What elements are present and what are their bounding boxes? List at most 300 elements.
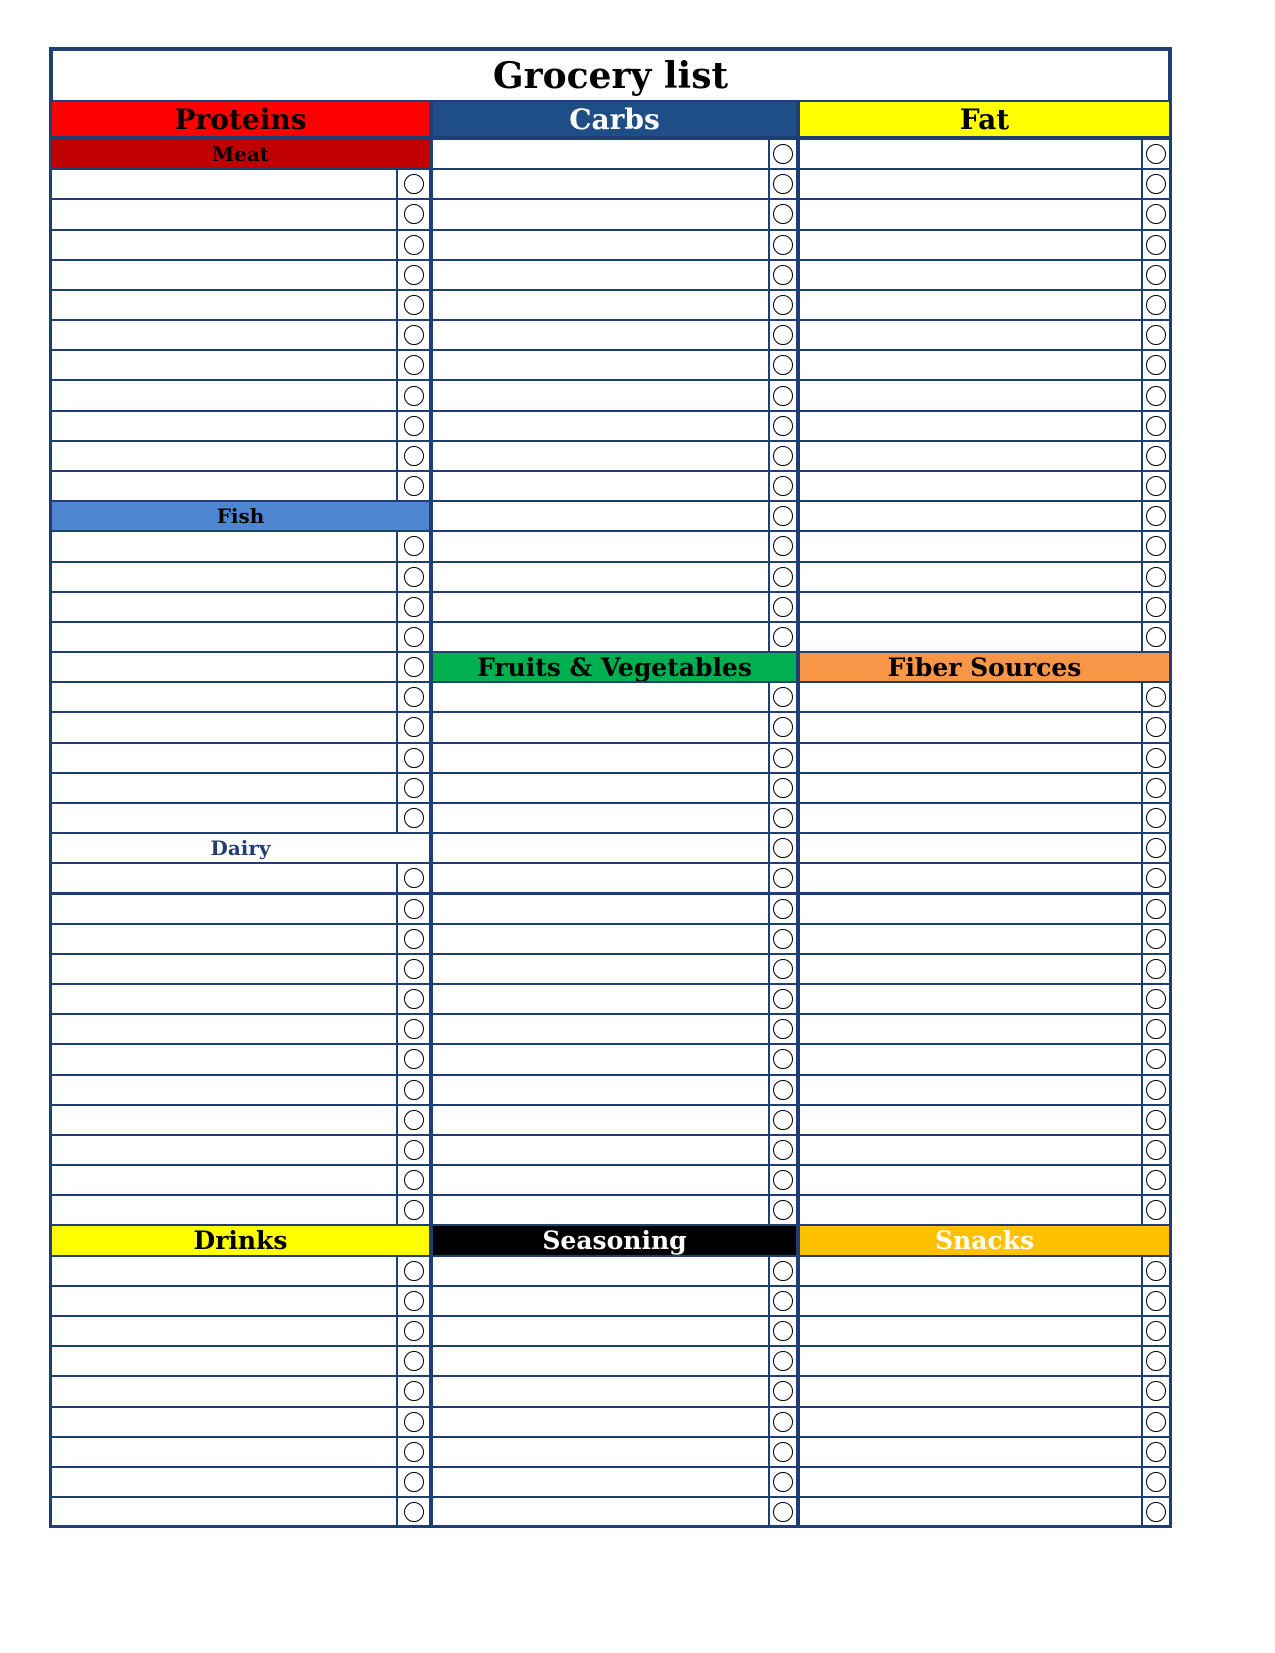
circle-icon <box>1146 536 1166 556</box>
circle-icon <box>404 416 424 436</box>
dairy-item-field[interactable] <box>50 923 398 955</box>
fruits-vegetables-checkbox[interactable] <box>768 953 798 985</box>
snacks-checkbox[interactable] <box>1141 1406 1171 1438</box>
carbs-item-field[interactable] <box>431 440 770 472</box>
circle-icon <box>404 235 424 255</box>
seasoning-item-field[interactable] <box>431 1375 770 1407</box>
meat-checkbox[interactable] <box>396 289 431 321</box>
fruits-vegetables-item-field[interactable] <box>431 862 770 894</box>
circle-icon <box>773 386 793 406</box>
meat-checkbox[interactable] <box>396 319 431 351</box>
fruits-vegetables-checkbox[interactable] <box>768 832 798 864</box>
carbs-item-field[interactable] <box>431 561 770 593</box>
carbs-checkbox[interactable] <box>768 289 798 321</box>
drinks-item-field[interactable] <box>50 1436 398 1468</box>
meat-checkbox[interactable] <box>396 349 431 381</box>
circle-icon <box>1146 989 1166 1009</box>
drinks-checkbox[interactable] <box>396 1466 431 1498</box>
snacks-checkbox[interactable] <box>1141 1345 1171 1377</box>
fish-item-field[interactable] <box>50 711 398 743</box>
circle-icon <box>773 597 793 617</box>
meat-checkbox[interactable] <box>396 259 431 291</box>
fish-checkbox[interactable] <box>396 621 431 653</box>
snacks-item-field[interactable] <box>798 1255 1143 1287</box>
circle-icon <box>1146 204 1166 224</box>
fat-item-field[interactable] <box>798 229 1143 261</box>
drinks-item-field[interactable] <box>50 1345 398 1377</box>
circle-icon <box>1146 1381 1166 1401</box>
snacks-checkbox[interactable] <box>1141 1436 1171 1468</box>
meat-item-field[interactable] <box>50 410 398 442</box>
fiber-sources-checkbox[interactable] <box>1141 1104 1171 1136</box>
fruits-vegetables-item-field[interactable] <box>431 681 770 713</box>
fiber-sources-item-field[interactable] <box>798 893 1143 925</box>
fat-checkbox[interactable] <box>1141 319 1171 351</box>
meat-checkbox[interactable] <box>396 198 431 230</box>
fruits-vegetables-item-field[interactable] <box>431 953 770 985</box>
drinks-checkbox[interactable] <box>396 1315 431 1347</box>
fruits-vegetables-item-field[interactable] <box>431 1013 770 1045</box>
fruits-vegetables-checkbox[interactable] <box>768 711 798 743</box>
fruits-vegetables-item-field[interactable] <box>431 802 770 834</box>
fruits-vegetables-checkbox[interactable] <box>768 772 798 804</box>
fruits-vegetables-item-field[interactable] <box>431 1104 770 1136</box>
fiber-sources-item-field[interactable] <box>798 923 1143 955</box>
carbs-checkbox[interactable] <box>768 530 798 562</box>
carbs-checkbox[interactable] <box>768 319 798 351</box>
seasoning-checkbox[interactable] <box>768 1375 798 1407</box>
fruits-vegetables-checkbox[interactable] <box>768 893 798 925</box>
fiber-sources-item-field[interactable] <box>798 742 1143 774</box>
carbs-checkbox[interactable] <box>768 379 798 411</box>
circle-icon <box>1146 1019 1166 1039</box>
circle-icon <box>404 627 424 647</box>
seasoning-checkbox[interactable] <box>768 1345 798 1377</box>
circle-icon <box>404 1412 424 1432</box>
fish-checkbox[interactable] <box>396 802 431 834</box>
fat-checkbox[interactable] <box>1141 138 1171 170</box>
snacks-checkbox[interactable] <box>1141 1375 1171 1407</box>
carbs-item-field[interactable] <box>431 470 770 502</box>
fish-item-field[interactable] <box>50 561 398 593</box>
fish-item-field[interactable] <box>50 742 398 774</box>
fish-item-field[interactable] <box>50 772 398 804</box>
meat-item-field[interactable] <box>50 319 398 351</box>
carbs-item-field[interactable] <box>431 591 770 623</box>
fish-item-field[interactable] <box>50 651 398 683</box>
carbs-item-field[interactable] <box>431 319 770 351</box>
carbs-checkbox[interactable] <box>768 561 798 593</box>
fruits-vegetables-checkbox[interactable] <box>768 1013 798 1045</box>
carbs-item-field[interactable] <box>431 621 770 653</box>
fat-checkbox[interactable] <box>1141 410 1171 442</box>
fish-item-field[interactable] <box>50 530 398 562</box>
dairy-checkbox[interactable] <box>396 1013 431 1045</box>
fat-item-field[interactable] <box>798 591 1143 623</box>
carbs-checkbox[interactable] <box>768 198 798 230</box>
carbs-item-field[interactable] <box>431 410 770 442</box>
fish-checkbox[interactable] <box>396 742 431 774</box>
carbs-item-field[interactable] <box>431 530 770 562</box>
snacks-checkbox[interactable] <box>1141 1466 1171 1498</box>
section-header-seasoning: Seasoning <box>431 1224 798 1256</box>
fat-checkbox[interactable] <box>1141 379 1171 411</box>
fruits-vegetables-item-field[interactable] <box>431 923 770 955</box>
seasoning-item-field[interactable] <box>431 1466 770 1498</box>
dairy-item-field[interactable] <box>50 983 398 1015</box>
fish-checkbox[interactable] <box>396 591 431 623</box>
carbs-checkbox[interactable] <box>768 440 798 472</box>
seasoning-checkbox[interactable] <box>768 1496 798 1528</box>
drinks-item-field[interactable] <box>50 1315 398 1347</box>
meat-item-field[interactable] <box>50 289 398 321</box>
seasoning-item-field[interactable] <box>431 1285 770 1317</box>
fiber-sources-item-field[interactable] <box>798 1164 1143 1196</box>
fish-item-field[interactable] <box>50 621 398 653</box>
carbs-checkbox[interactable] <box>768 500 798 532</box>
fat-item-field[interactable] <box>798 470 1143 502</box>
fiber-sources-checkbox[interactable] <box>1141 802 1171 834</box>
snacks-item-field[interactable] <box>798 1406 1143 1438</box>
fat-item-field[interactable] <box>798 349 1143 381</box>
fiber-sources-item-field[interactable] <box>798 1043 1143 1075</box>
dairy-checkbox[interactable] <box>396 862 431 894</box>
meat-item-field[interactable] <box>50 379 398 411</box>
dairy-item-field[interactable] <box>50 1074 398 1106</box>
carbs-checkbox[interactable] <box>768 470 798 502</box>
fiber-sources-item-field[interactable] <box>798 832 1143 864</box>
drinks-checkbox[interactable] <box>396 1285 431 1317</box>
circle-icon <box>773 1472 793 1492</box>
fruits-vegetables-checkbox[interactable] <box>768 1043 798 1075</box>
meat-item-field[interactable] <box>50 440 398 472</box>
fruits-vegetables-item-field[interactable] <box>431 1194 770 1226</box>
fiber-sources-checkbox[interactable] <box>1141 832 1171 864</box>
seasoning-item-field[interactable] <box>431 1315 770 1347</box>
drinks-checkbox[interactable] <box>396 1496 431 1528</box>
circle-icon <box>1146 416 1166 436</box>
snacks-checkbox[interactable] <box>1141 1255 1171 1287</box>
fat-checkbox[interactable] <box>1141 500 1171 532</box>
fiber-sources-checkbox[interactable] <box>1141 1074 1171 1106</box>
circle-icon <box>1146 1140 1166 1160</box>
circle-icon <box>1146 1502 1166 1522</box>
snacks-item-field[interactable] <box>798 1315 1143 1347</box>
fat-item-field[interactable] <box>798 440 1143 472</box>
fiber-sources-checkbox[interactable] <box>1141 953 1171 985</box>
fiber-sources-item-field[interactable] <box>798 802 1143 834</box>
snacks-checkbox[interactable] <box>1141 1315 1171 1347</box>
seasoning-item-field[interactable] <box>431 1436 770 1468</box>
fiber-sources-item-field[interactable] <box>798 1013 1143 1045</box>
carbs-checkbox[interactable] <box>768 168 798 200</box>
fruits-vegetables-item-field[interactable] <box>431 1043 770 1075</box>
fat-checkbox[interactable] <box>1141 229 1171 261</box>
fruits-vegetables-item-field[interactable] <box>431 893 770 925</box>
carbs-item-field[interactable] <box>431 229 770 261</box>
fat-checkbox[interactable] <box>1141 259 1171 291</box>
carbs-item-field[interactable] <box>431 198 770 230</box>
drinks-checkbox[interactable] <box>396 1375 431 1407</box>
drinks-checkbox[interactable] <box>396 1406 431 1438</box>
snacks-checkbox[interactable] <box>1141 1496 1171 1528</box>
fruits-vegetables-item-field[interactable] <box>431 1074 770 1106</box>
fat-checkbox[interactable] <box>1141 198 1171 230</box>
circle-icon <box>773 1019 793 1039</box>
circle-icon <box>773 1200 793 1220</box>
fat-item-field[interactable] <box>798 500 1143 532</box>
carbs-checkbox[interactable] <box>768 259 798 291</box>
circle-icon <box>1146 899 1166 919</box>
carbs-item-field[interactable] <box>431 500 770 532</box>
fiber-sources-checkbox[interactable] <box>1141 681 1171 713</box>
snacks-item-field[interactable] <box>798 1466 1143 1498</box>
seasoning-checkbox[interactable] <box>768 1285 798 1317</box>
carbs-item-field[interactable] <box>431 289 770 321</box>
circle-icon <box>1146 717 1166 737</box>
fruits-vegetables-checkbox[interactable] <box>768 1194 798 1226</box>
circle-icon <box>773 1351 793 1371</box>
fat-checkbox[interactable] <box>1141 168 1171 200</box>
fiber-sources-item-field[interactable] <box>798 862 1143 894</box>
meat-item-field[interactable] <box>50 198 398 230</box>
dairy-checkbox[interactable] <box>396 953 431 985</box>
dairy-checkbox[interactable] <box>396 1134 431 1166</box>
fruits-vegetables-checkbox[interactable] <box>768 1164 798 1196</box>
meat-checkbox[interactable] <box>396 168 431 200</box>
fat-checkbox[interactable] <box>1141 440 1171 472</box>
seasoning-checkbox[interactable] <box>768 1436 798 1468</box>
meat-item-field[interactable] <box>50 470 398 502</box>
circle-icon <box>773 536 793 556</box>
carbs-checkbox[interactable] <box>768 229 798 261</box>
fat-item-field[interactable] <box>798 319 1143 351</box>
fat-item-field[interactable] <box>798 530 1143 562</box>
fish-checkbox[interactable] <box>396 561 431 593</box>
fat-item-field[interactable] <box>798 198 1143 230</box>
dairy-item-field[interactable] <box>50 1104 398 1136</box>
fruits-vegetables-checkbox[interactable] <box>768 742 798 774</box>
drinks-checkbox[interactable] <box>396 1436 431 1468</box>
fiber-sources-checkbox[interactable] <box>1141 1013 1171 1045</box>
fish-checkbox[interactable] <box>396 681 431 713</box>
meat-checkbox[interactable] <box>396 440 431 472</box>
fat-item-field[interactable] <box>798 289 1143 321</box>
dairy-checkbox[interactable] <box>396 1074 431 1106</box>
circle-icon <box>1146 687 1166 707</box>
fat-checkbox[interactable] <box>1141 621 1171 653</box>
dairy-checkbox[interactable] <box>396 923 431 955</box>
meat-checkbox[interactable] <box>396 229 431 261</box>
fruits-vegetables-checkbox[interactable] <box>768 1104 798 1136</box>
carbs-checkbox[interactable] <box>768 349 798 381</box>
fish-checkbox[interactable] <box>396 651 431 683</box>
carbs-checkbox[interactable] <box>768 138 798 170</box>
meat-checkbox[interactable] <box>396 379 431 411</box>
carbs-item-field[interactable] <box>431 349 770 381</box>
circle-icon <box>773 899 793 919</box>
snacks-item-field[interactable] <box>798 1285 1143 1317</box>
carbs-item-field[interactable] <box>431 379 770 411</box>
fiber-sources-item-field[interactable] <box>798 1104 1143 1136</box>
fiber-sources-item-field[interactable] <box>798 1074 1143 1106</box>
dairy-item-field[interactable] <box>50 1194 398 1226</box>
seasoning-checkbox[interactable] <box>768 1406 798 1438</box>
fruits-vegetables-checkbox[interactable] <box>768 862 798 894</box>
fruits-vegetables-item-field[interactable] <box>431 711 770 743</box>
fruits-vegetables-item-field[interactable] <box>431 742 770 774</box>
circle-icon <box>1146 1261 1166 1281</box>
snacks-item-field[interactable] <box>798 1496 1143 1528</box>
fish-checkbox[interactable] <box>396 530 431 562</box>
fat-item-field[interactable] <box>798 379 1143 411</box>
fiber-sources-item-field[interactable] <box>798 953 1143 985</box>
carbs-item-field[interactable] <box>431 168 770 200</box>
seasoning-checkbox[interactable] <box>768 1466 798 1498</box>
fruits-vegetables-item-field[interactable] <box>431 772 770 804</box>
meat-checkbox[interactable] <box>396 410 431 442</box>
circle-icon <box>1146 295 1166 315</box>
fruits-vegetables-item-field[interactable] <box>431 832 770 864</box>
seasoning-item-field[interactable] <box>431 1345 770 1377</box>
fiber-sources-item-field[interactable] <box>798 681 1143 713</box>
seasoning-item-field[interactable] <box>431 1406 770 1438</box>
fat-item-field[interactable] <box>798 259 1143 291</box>
meat-item-field[interactable] <box>50 168 398 200</box>
fiber-sources-item-field[interactable] <box>798 1134 1143 1166</box>
dairy-checkbox[interactable] <box>396 1194 431 1226</box>
snacks-checkbox[interactable] <box>1141 1285 1171 1317</box>
subsection-header-fish: Fish <box>50 500 431 532</box>
fiber-sources-checkbox[interactable] <box>1141 711 1171 743</box>
carbs-checkbox[interactable] <box>768 591 798 623</box>
circle-icon <box>404 929 424 949</box>
snacks-item-field[interactable] <box>798 1345 1143 1377</box>
fish-checkbox[interactable] <box>396 711 431 743</box>
carbs-item-field[interactable] <box>431 259 770 291</box>
dairy-checkbox[interactable] <box>396 983 431 1015</box>
fish-item-field[interactable] <box>50 681 398 713</box>
fruits-vegetables-checkbox[interactable] <box>768 923 798 955</box>
fat-item-field[interactable] <box>798 561 1143 593</box>
dairy-item-field[interactable] <box>50 953 398 985</box>
snacks-item-field[interactable] <box>798 1375 1143 1407</box>
circle-icon <box>1146 627 1166 647</box>
section-header-proteins: Proteins <box>50 100 431 138</box>
fiber-sources-checkbox[interactable] <box>1141 1164 1171 1196</box>
dairy-item-field[interactable] <box>50 1043 398 1075</box>
dairy-checkbox[interactable] <box>396 1104 431 1136</box>
circle-icon <box>773 1080 793 1100</box>
drinks-item-field[interactable] <box>50 1406 398 1438</box>
drinks-checkbox[interactable] <box>396 1255 431 1287</box>
fat-checkbox[interactable] <box>1141 470 1171 502</box>
drinks-item-field[interactable] <box>50 1375 398 1407</box>
circle-icon <box>404 1261 424 1281</box>
fish-checkbox[interactable] <box>396 772 431 804</box>
fat-item-field[interactable] <box>798 410 1143 442</box>
fiber-sources-checkbox[interactable] <box>1141 742 1171 774</box>
fish-item-field[interactable] <box>50 802 398 834</box>
seasoning-item-field[interactable] <box>431 1496 770 1528</box>
dairy-checkbox[interactable] <box>396 1043 431 1075</box>
fruits-vegetables-checkbox[interactable] <box>768 802 798 834</box>
dairy-checkbox[interactable] <box>396 1164 431 1196</box>
drinks-item-field[interactable] <box>50 1255 398 1287</box>
fruits-vegetables-checkbox[interactable] <box>768 681 798 713</box>
dairy-checkbox[interactable] <box>396 893 431 925</box>
fiber-sources-item-field[interactable] <box>798 983 1143 1015</box>
fat-checkbox[interactable] <box>1141 349 1171 381</box>
fat-checkbox[interactable] <box>1141 591 1171 623</box>
fruits-vegetables-item-field[interactable] <box>431 983 770 1015</box>
snacks-item-field[interactable] <box>798 1436 1143 1468</box>
drinks-item-field[interactable] <box>50 1466 398 1498</box>
fish-item-field[interactable] <box>50 591 398 623</box>
circle-icon <box>1146 476 1166 496</box>
circle-icon <box>773 1502 793 1522</box>
fruits-vegetables-checkbox[interactable] <box>768 1134 798 1166</box>
fiber-sources-item-field[interactable] <box>798 772 1143 804</box>
fruits-vegetables-item-field[interactable] <box>431 1164 770 1196</box>
fiber-sources-item-field[interactable] <box>798 1194 1143 1226</box>
dairy-item-field[interactable] <box>50 1164 398 1196</box>
meat-item-field[interactable] <box>50 349 398 381</box>
drinks-item-field[interactable] <box>50 1285 398 1317</box>
carbs-checkbox[interactable] <box>768 621 798 653</box>
circle-icon <box>1146 1291 1166 1311</box>
fiber-sources-checkbox[interactable] <box>1141 862 1171 894</box>
circle-icon <box>404 536 424 556</box>
dairy-item-field[interactable] <box>50 862 398 894</box>
fruits-vegetables-item-field[interactable] <box>431 1134 770 1166</box>
fiber-sources-checkbox[interactable] <box>1141 983 1171 1015</box>
carbs-item-field[interactable] <box>431 138 770 170</box>
circle-icon <box>404 1291 424 1311</box>
dairy-item-field[interactable] <box>50 1134 398 1166</box>
drinks-checkbox[interactable] <box>396 1345 431 1377</box>
seasoning-checkbox[interactable] <box>768 1315 798 1347</box>
fruits-vegetables-checkbox[interactable] <box>768 1074 798 1106</box>
section-header-fruits-vegetables: Fruits & Vegetables <box>431 651 798 683</box>
carbs-checkbox[interactable] <box>768 410 798 442</box>
meat-item-field[interactable] <box>50 229 398 261</box>
circle-icon <box>773 1110 793 1130</box>
fiber-sources-item-field[interactable] <box>798 711 1143 743</box>
fat-item-field[interactable] <box>798 138 1143 170</box>
circle-icon <box>404 868 424 888</box>
fiber-sources-checkbox[interactable] <box>1141 1134 1171 1166</box>
seasoning-item-field[interactable] <box>431 1255 770 1287</box>
meat-item-field[interactable] <box>50 259 398 291</box>
fat-item-field[interactable] <box>798 621 1143 653</box>
fruits-vegetables-checkbox[interactable] <box>768 983 798 1015</box>
drinks-item-field[interactable] <box>50 1496 398 1528</box>
fiber-sources-checkbox[interactable] <box>1141 893 1171 925</box>
fat-checkbox[interactable] <box>1141 561 1171 593</box>
fiber-sources-checkbox[interactable] <box>1141 772 1171 804</box>
fiber-sources-checkbox[interactable] <box>1141 1043 1171 1075</box>
fiber-sources-checkbox[interactable] <box>1141 1194 1171 1226</box>
fiber-sources-checkbox[interactable] <box>1141 923 1171 955</box>
dairy-item-field[interactable] <box>50 1013 398 1045</box>
fat-item-field[interactable] <box>798 168 1143 200</box>
meat-checkbox[interactable] <box>396 470 431 502</box>
fat-checkbox[interactable] <box>1141 530 1171 562</box>
fat-checkbox[interactable] <box>1141 289 1171 321</box>
dairy-item-field[interactable] <box>50 893 398 925</box>
seasoning-checkbox[interactable] <box>768 1255 798 1287</box>
